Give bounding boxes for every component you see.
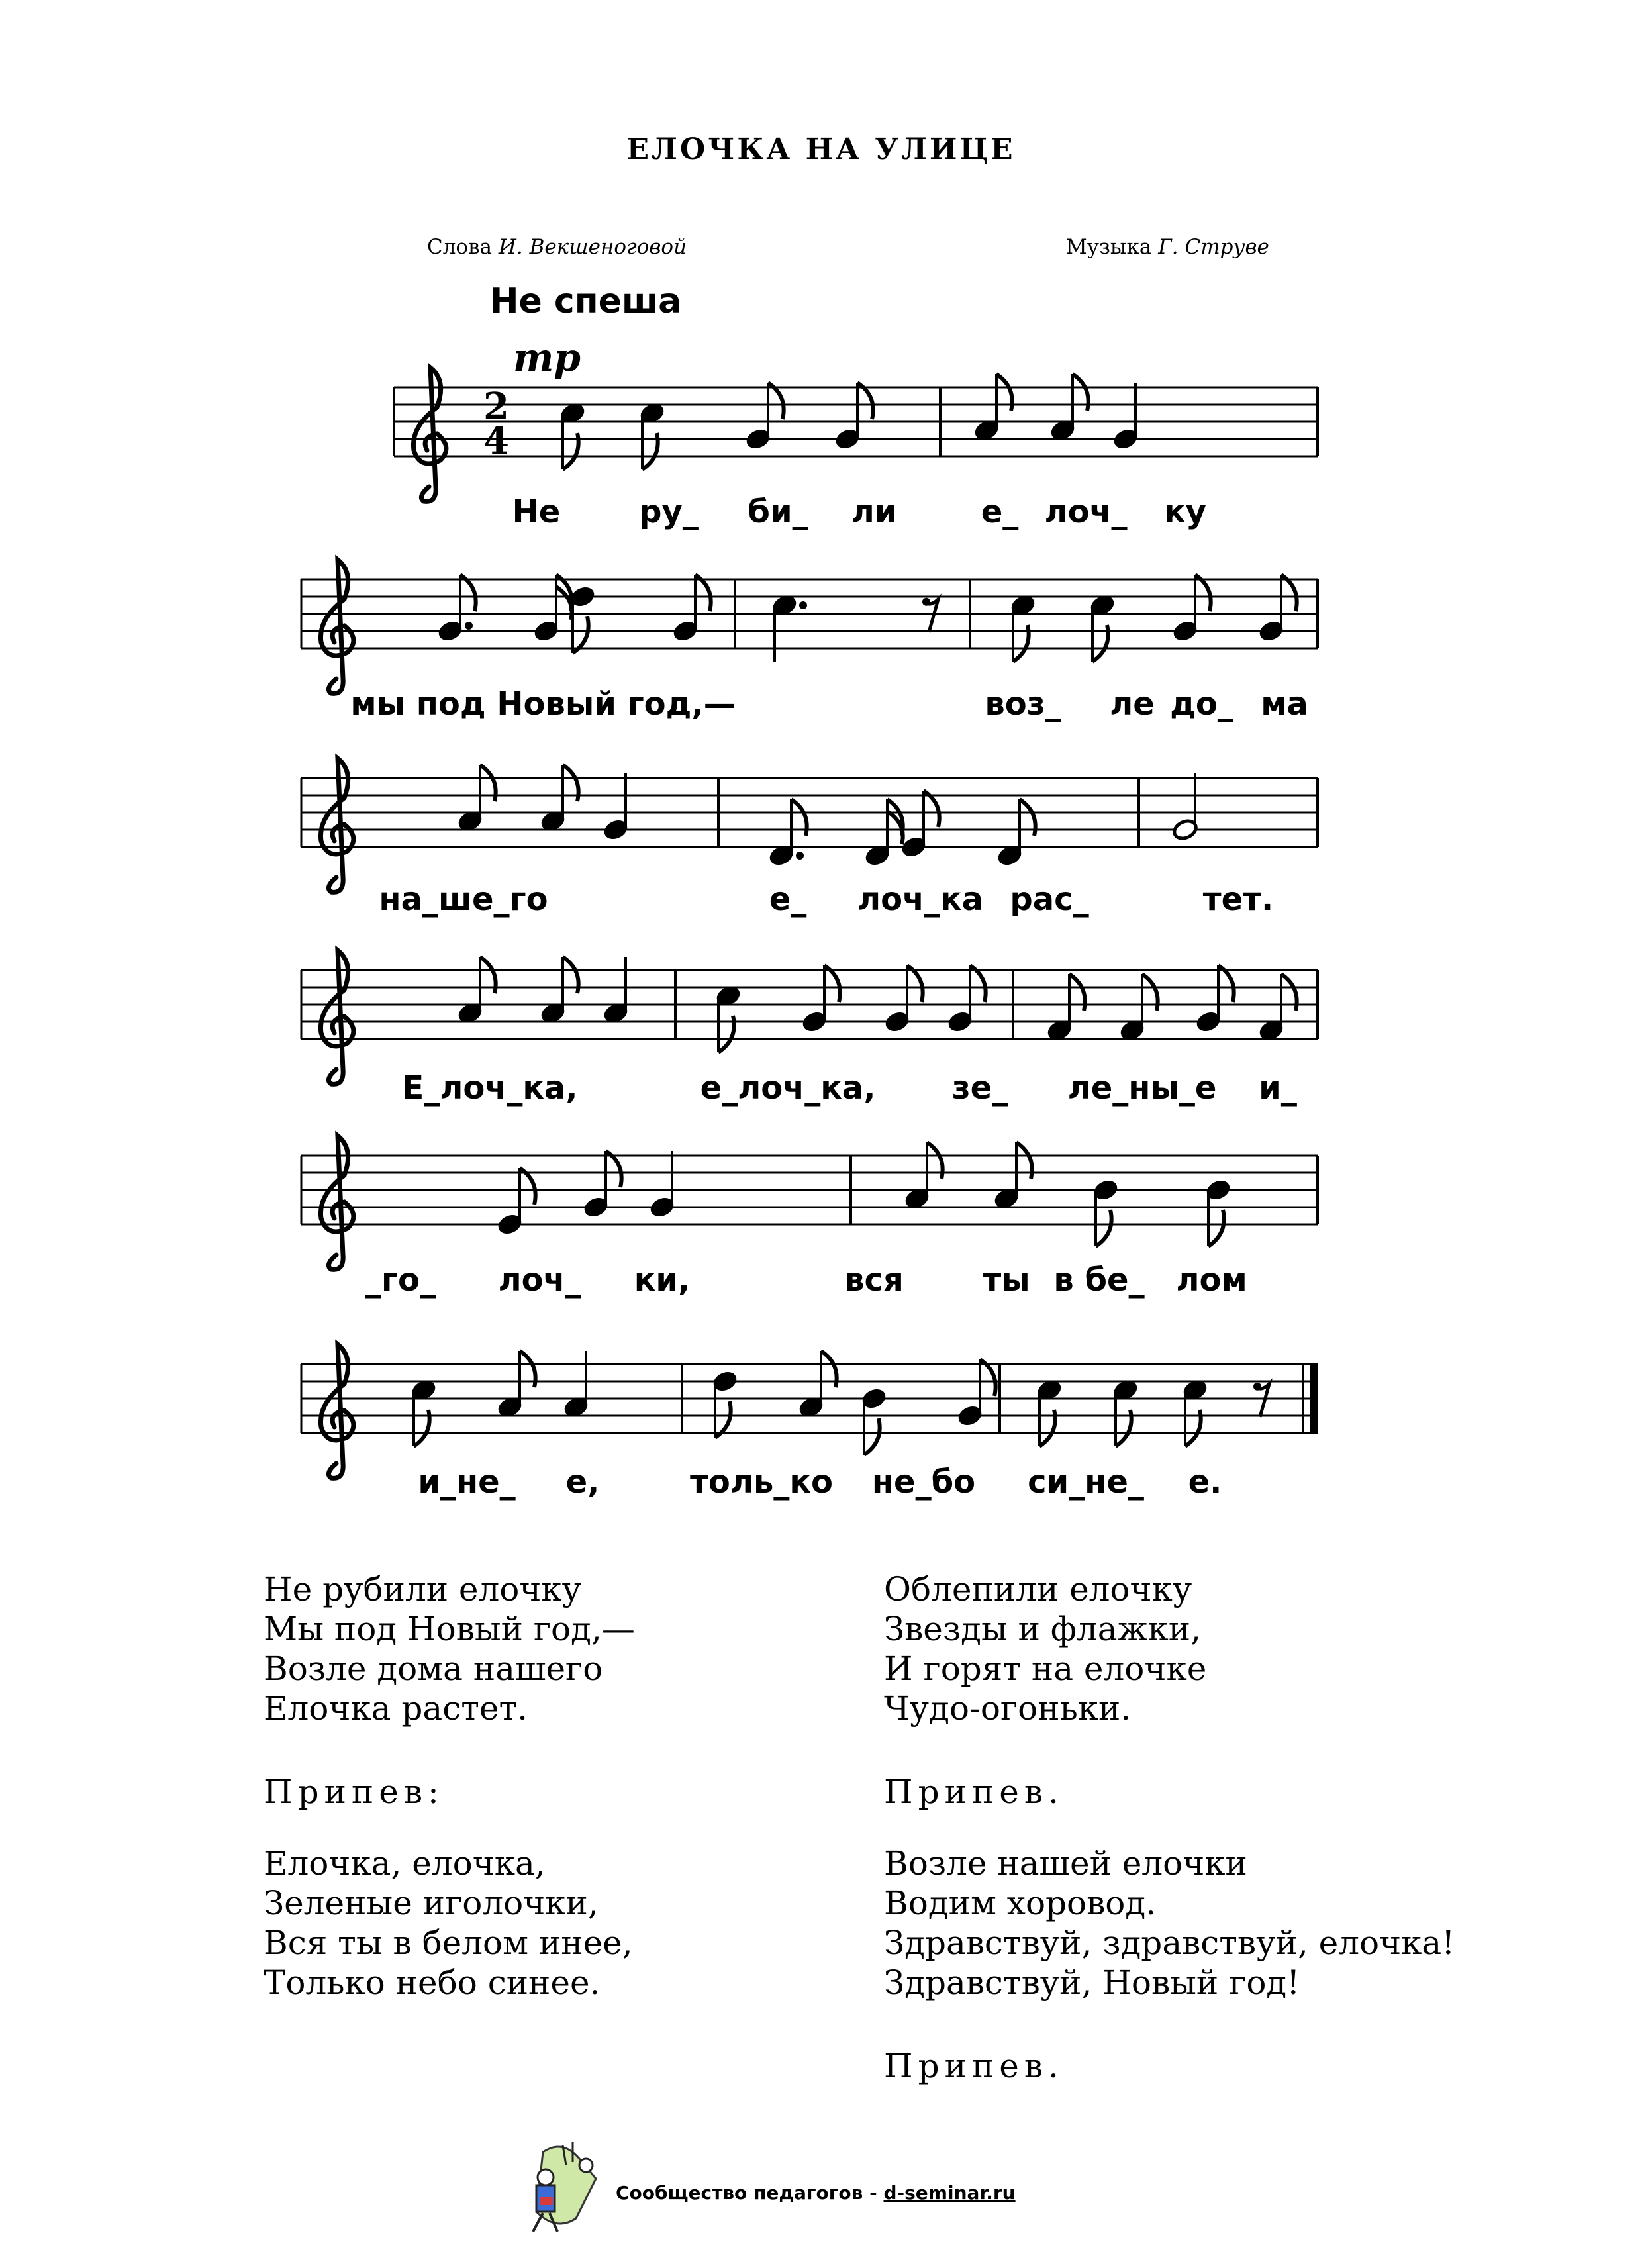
- lyric-syllable: е_лоч_ка,: [700, 1069, 876, 1107]
- lyric-syllable: не_бо: [871, 1463, 976, 1501]
- verse-line: Возле дома нашего: [264, 1650, 603, 1688]
- lyric-syllable: лоч_ка: [857, 881, 984, 918]
- lyric-syllable: рас_: [1010, 881, 1089, 918]
- verse-line: Звезды и флажки,: [884, 1610, 1202, 1648]
- lyric-syllable: вся: [844, 1261, 904, 1299]
- lyric-syllable: на_ше_го: [379, 881, 548, 918]
- lyric-syllable: е,: [565, 1463, 600, 1501]
- lyric-syllable: тет.: [1202, 881, 1274, 918]
- tempo-marking: Не спеша: [490, 281, 682, 321]
- refrain-label: Припев:: [264, 1773, 444, 1811]
- lyric-syllable: и_: [1259, 1069, 1297, 1107]
- lyric-syllable: ли: [851, 493, 897, 530]
- lyric-syllable: в бе_: [1053, 1261, 1145, 1299]
- community-logo-icon: [516, 2139, 609, 2238]
- verse-line: Елочка растет.: [264, 1689, 528, 1728]
- verse-line: Водим хоровод.: [884, 1884, 1157, 1922]
- lyric-syllable: лом: [1176, 1261, 1247, 1299]
- verse-line: Елочка, елочка,: [264, 1844, 546, 1883]
- footer-text: Сообщество педагогов -: [616, 2182, 877, 2204]
- lyric-syllable: е.: [1188, 1463, 1222, 1501]
- time-signature-top: 2: [483, 385, 509, 428]
- lyric-syllable: ма: [1261, 685, 1308, 722]
- refrain-label: Припев.: [884, 1773, 1064, 1811]
- lyricist-prefix: Слова: [427, 235, 493, 259]
- lyric-syllable: мы под Новый год,—: [350, 685, 736, 722]
- verse-line: Чудо-огоньки.: [884, 1689, 1132, 1728]
- verse-line: Возле нашей елочки: [884, 1844, 1247, 1883]
- refrain-label: Припев.: [884, 2047, 1064, 2085]
- lyric-syllable: _го_: [365, 1261, 436, 1299]
- lyric-syllable: Не: [512, 493, 561, 530]
- final-barline: [1310, 1364, 1318, 1433]
- lyric-syllable: си_не_: [1028, 1463, 1144, 1501]
- lyric-syllable: би_: [748, 493, 808, 530]
- composer-name: Г. Струве: [1158, 235, 1269, 259]
- composer-prefix: Музыка: [1066, 235, 1152, 259]
- eighth-rest: [1253, 1383, 1261, 1391]
- verse-line: Зеленые иголочки,: [264, 1884, 599, 1922]
- lyric-syllable: зе_: [951, 1069, 1008, 1107]
- verse-right-column: [884, 1569, 1455, 2086]
- footer-link[interactable]: d-seminar.ru: [883, 2182, 1016, 2204]
- verse-line: Здравствуй, здравствуй, елочка!: [884, 1924, 1455, 1962]
- lyric-syllable: до_: [1170, 685, 1233, 722]
- verse-line: Только небо синее.: [264, 1963, 601, 2002]
- song-title: ЕЛОЧКА НА УЛИЦЕ: [626, 132, 1016, 166]
- lyric-syllable: ты: [983, 1261, 1030, 1299]
- note-flag: [864, 1418, 880, 1455]
- verse-line: Облепили елочку: [884, 1570, 1192, 1608]
- lyric-syllable: воз_: [985, 685, 1061, 722]
- lyric-syllable: ру_: [639, 493, 699, 530]
- verse-line: Вся ты в белом инее,: [264, 1924, 633, 1962]
- lyricist-name: И. Векшеноговой: [498, 235, 687, 259]
- lyric-syllable: лоч_: [1044, 493, 1128, 530]
- lyric-syllable: Е_лоч_ка,: [402, 1069, 578, 1107]
- verse-left-column: [264, 1569, 635, 2002]
- lyric-syllable: ле: [1110, 685, 1155, 722]
- lyric-syllable: и_не_: [418, 1463, 516, 1501]
- lyric-syllable: е_: [981, 493, 1019, 530]
- time-signature-bottom: 4: [483, 419, 509, 463]
- footer: [616, 2182, 1016, 2204]
- lyric-syllable: ле_ны_е: [1067, 1069, 1217, 1107]
- lyric-syllable: лоч_: [498, 1261, 581, 1299]
- verse-line: И горят на елочке: [884, 1650, 1207, 1688]
- lyric-syllable: толь_ко: [690, 1463, 833, 1501]
- verse-line: Здравствуй, Новый год!: [884, 1963, 1300, 2002]
- dynamic-marking: mp: [513, 335, 581, 380]
- verse-line: Мы под Новый год,—: [264, 1610, 635, 1648]
- verse-line: Не рубили елочку: [264, 1570, 582, 1608]
- lyric-syllable: ки,: [634, 1261, 691, 1299]
- lyric-syllable: ку: [1164, 493, 1206, 530]
- lyric-syllable: е_: [769, 881, 807, 918]
